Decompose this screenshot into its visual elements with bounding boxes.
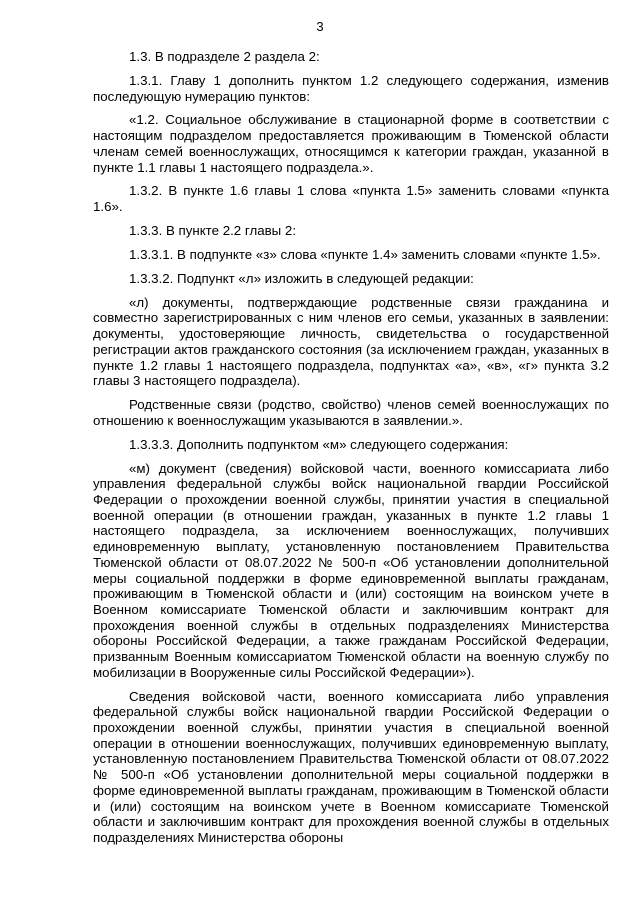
paragraph-1-3-2: 1.3.2. В пункте 1.6 главы 1 слова «пункта 1.5» заменить словами «пункта 1.6».	[93, 183, 609, 215]
paragraph-subitem-l: «л) документы, подтверждающие родственные связи гражданина и совместно зарегистрированных с ним членов его семьи, указанных в заявлении: документы, удостоверяющие личность, свидетельства о государственной регистрации актов гражданского состояния (за исключением граждан, указанных в пункте 1.2 главы 1 настоящего подраздела, подпунктах «а», «в», «г» пункта 3.2 главы 3 настоящего подраздела).	[93, 294, 609, 389]
paragraph-1-2-quote: «1.2. Социальное обслуживание в стационарной форме в соответствии с настоящим подразделом предоставляется проживающим в Тюменской области членам семей военнослужащих, относящимся к категории граждан, указанной в пункте 1.1 главы 1 настоящего подраздела.».	[93, 112, 609, 175]
paragraph-1-3-3-1: 1.3.3.1. В подпункте «з» слова «пункте 1.4» заменить словами «пункте 1.5».	[129, 246, 601, 262]
paragraph-1-3-3-2: 1.3.3.2. Подпункт «л» изложить в следующей редакции:	[129, 270, 474, 286]
paragraph-1-3-3: 1.3.3. В пункте 2.2 главы 2:	[129, 223, 297, 239]
document-body	[93, 49, 609, 846]
paragraph-kinship: Родственные связи (родство, свойство) членов семей военнослужащих по отношению к военнослужащим указываются в заявлении.».	[93, 397, 609, 428]
paragraph-1-3-3-3: 1.3.3.3. Дополнить подпунктом «м» следующего содержания:	[129, 436, 509, 452]
paragraph-subitem-m: «м) документ (сведения) войсковой части, военного комиссариата либо управления федеральной службы войск национальной гвардии Российской Федерации о прохождении военной службы, принятии участия в специальной военной операции (в отношении граждан, указанных в пункте 1.2 главы 1 настоящего подраздела, за исключением военнослужащих, получивших единовременную выплату, установленную постановлением Правительства Тюменской области от 08.07.2022 № 500-п «Об установлении дополнительной меры социальной поддержки в форме единовременной выплаты гражданам, проживающим в Тюменской области и (или) состоящим на воинском учете в Военном комиссариате Тюменской области и заключившим контракт для прохождения военной службы в отдельных подразделениях Министерства обороны Российской Федерации, а также гражданам Российской Федерации, призванным Военным комиссариатом Тюменской области на военную службу по мобилизации в Вооруженные силы Российской Федерации»).	[93, 460, 609, 680]
page-number: 3	[316, 19, 324, 34]
paragraph-1-3: 1.3. В подразделе 2 раздела 2:	[129, 49, 320, 64]
paragraph-1-3-1: 1.3.1. Главу 1 дополнить пунктом 1.2 следующего содержания, изменив последующую нумерацию пунктов:	[93, 72, 609, 104]
paragraph-military-info: Сведения войсковой части, военного комиссариата либо управления федеральной службы войск национальной гвардии Российской Федерации о прохождении военной службы, принятии участия в специальной военной операции в отношении военнослужащих, получивших единовременную выплату, установленную постановлением Правительства Тюменской области от 08.07.2022 № 500-п «Об установлении дополнительной меры социальной поддержки в форме единовременной выплаты гражданам, проживающим в Тюменской области и (или) состоящим на воинском учете в Военном комиссариате Тюменской области и заключившим контракт для прохождения военной службы в отдельных подразделениях Министерства обороны	[93, 688, 609, 845]
